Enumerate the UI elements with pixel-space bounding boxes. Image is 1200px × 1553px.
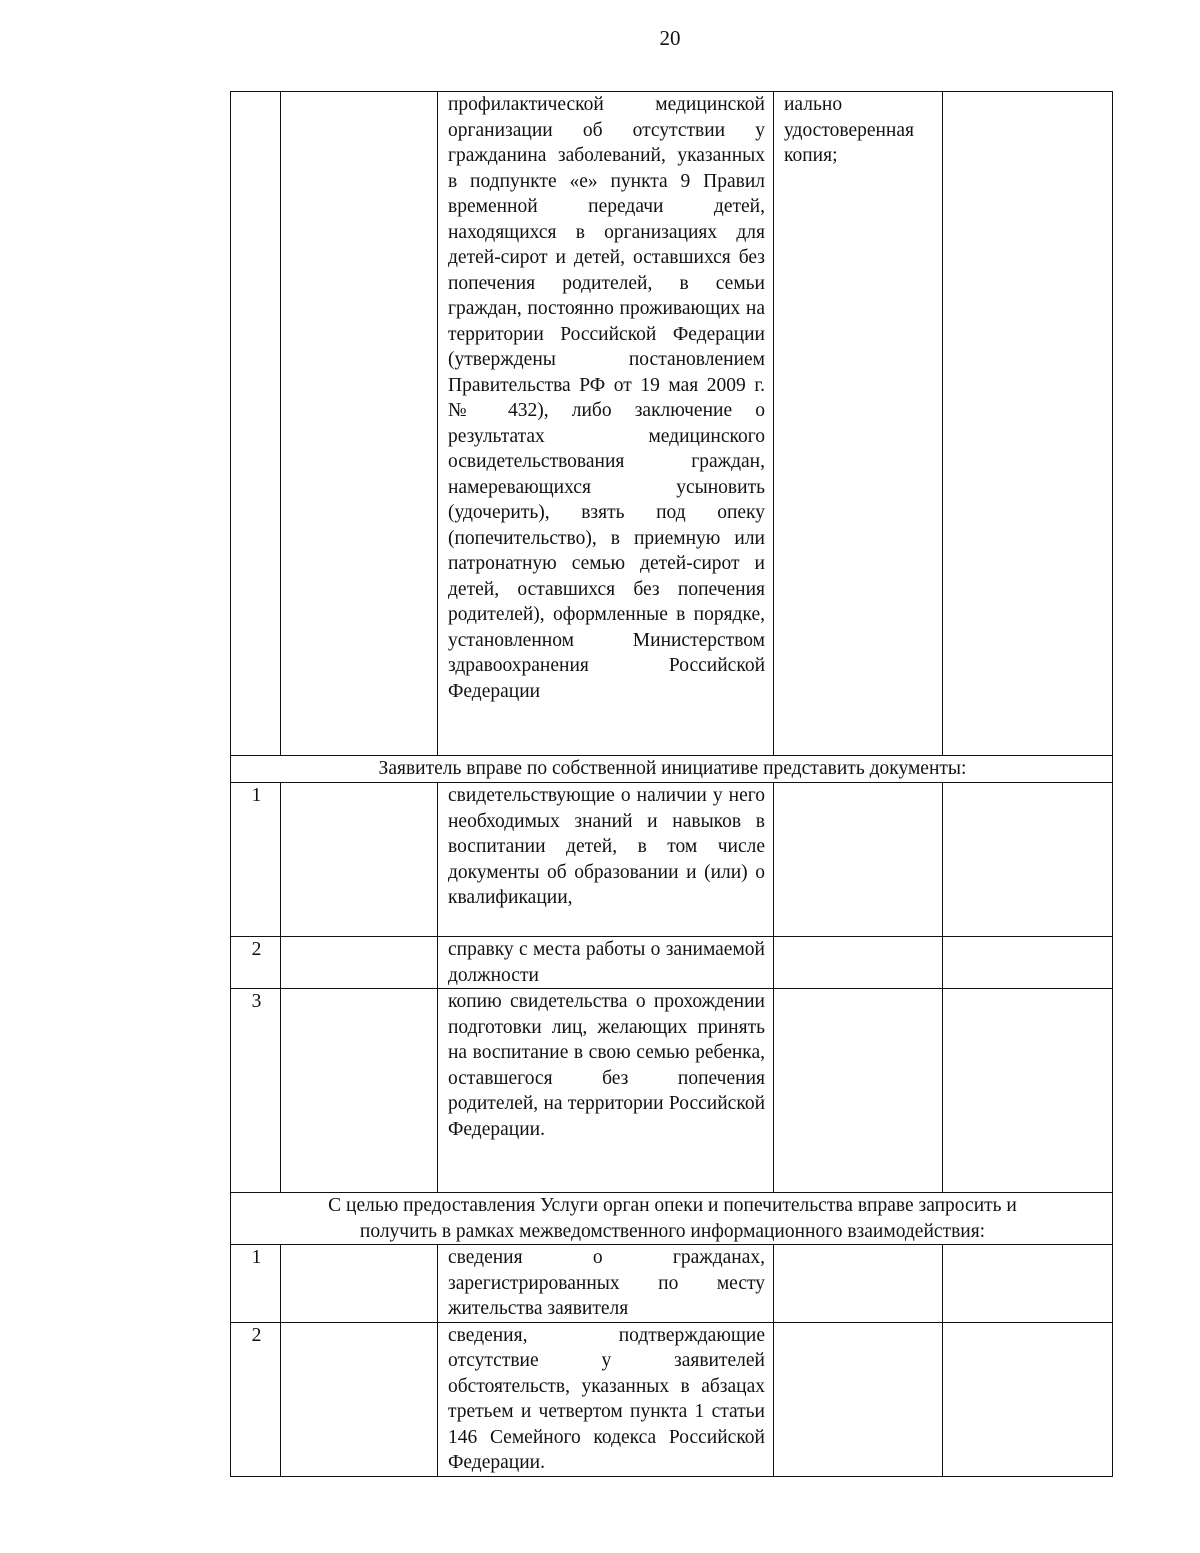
row-number: 1 bbox=[231, 783, 281, 937]
document-description: справку с места работы о занимаемой должности bbox=[438, 937, 774, 989]
empty-cell bbox=[943, 989, 1113, 1193]
empty-cell bbox=[943, 92, 1113, 756]
empty-cell bbox=[281, 92, 438, 756]
section-heading-row bbox=[231, 1193, 1113, 1245]
document-description: сведения о гражданах, зарегистрированных по месту жительства заявителя bbox=[438, 1245, 774, 1323]
empty-cell bbox=[943, 1322, 1113, 1476]
empty-cell bbox=[774, 1322, 943, 1476]
empty-cell bbox=[774, 937, 943, 989]
empty-cell bbox=[774, 989, 943, 1193]
row-number: 1 bbox=[231, 1245, 281, 1323]
row-number: 3 bbox=[231, 989, 281, 1193]
section-heading: Заявитель вправе по собственной инициативе представить документы: bbox=[231, 756, 1113, 783]
empty-cell bbox=[774, 783, 943, 937]
section-heading-line: получить в рамках межведомственного информационного взаимодействия: bbox=[359, 1220, 986, 1242]
section-heading bbox=[231, 1193, 1113, 1245]
empty-cell bbox=[281, 1322, 438, 1476]
table-row bbox=[231, 1245, 1113, 1323]
document-description: сведения, подтверждающие отсутствие у заявителей обстоятельств, указанных в абзацах третьем и четвертом пункта 1 статьи 146 Семейного кодекса Российской Федерации. bbox=[438, 1322, 774, 1476]
empty-cell bbox=[943, 1245, 1113, 1323]
document-description: профилактической медицинской организации об отсутствии у гражданина заболеваний, указанных в подпункте «е» пункта 9 Правил временной передачи детей, находящихся в организациях для детей-сирот и детей, оставшихся без попечения родителей, в семьи граждан, постоянно проживающих на территории Российской Федерации (утверждены постановлением Правительства РФ от 19 мая 2009 г. № 432), либо заключение о результатах медицинского освидетельствования граждан, намеревающихся усыновить (удочерить), взять под опеку (попечительство), в приемную или патронатную семью детей-сирот и детей, оставшихся без попечения родителей), оформленные в порядке, установленном Министерством здравоохранения Российской Федерации bbox=[438, 92, 774, 756]
table-row bbox=[231, 92, 1113, 756]
document-description: копию свидетельства о прохождении подготовки лиц, желающих принять на воспитание в свою семью ребенка, оставшегося без попечения родителей, на территории Российской Федерации. bbox=[438, 989, 774, 1193]
empty-cell bbox=[281, 989, 438, 1193]
table-row bbox=[231, 937, 1113, 989]
section-heading-line: С целью предоставления Услуги орган опеки и попечительства вправе запросить и bbox=[328, 1195, 1017, 1216]
empty-cell bbox=[943, 783, 1113, 937]
section-heading-row bbox=[231, 756, 1113, 783]
empty-cell bbox=[281, 1245, 438, 1323]
row-number-cell bbox=[231, 92, 281, 756]
document-description: свидетельствующие о наличии у него необходимых знаний и навыков в воспитании детей, в том числе документы об образовании и (или) о квалификации, bbox=[438, 783, 774, 937]
empty-cell bbox=[774, 1245, 943, 1323]
page-number: 20 bbox=[659, 26, 681, 50]
empty-cell bbox=[943, 937, 1113, 989]
row-number: 2 bbox=[231, 937, 281, 989]
table-row bbox=[231, 989, 1113, 1193]
document-form-note: иально удостоверенная копия; bbox=[774, 92, 943, 756]
row-number: 2 bbox=[231, 1322, 281, 1476]
empty-cell bbox=[281, 783, 438, 937]
empty-cell bbox=[281, 937, 438, 989]
table-row bbox=[231, 1322, 1113, 1476]
document-table bbox=[230, 91, 1113, 1477]
table-row bbox=[231, 783, 1113, 937]
